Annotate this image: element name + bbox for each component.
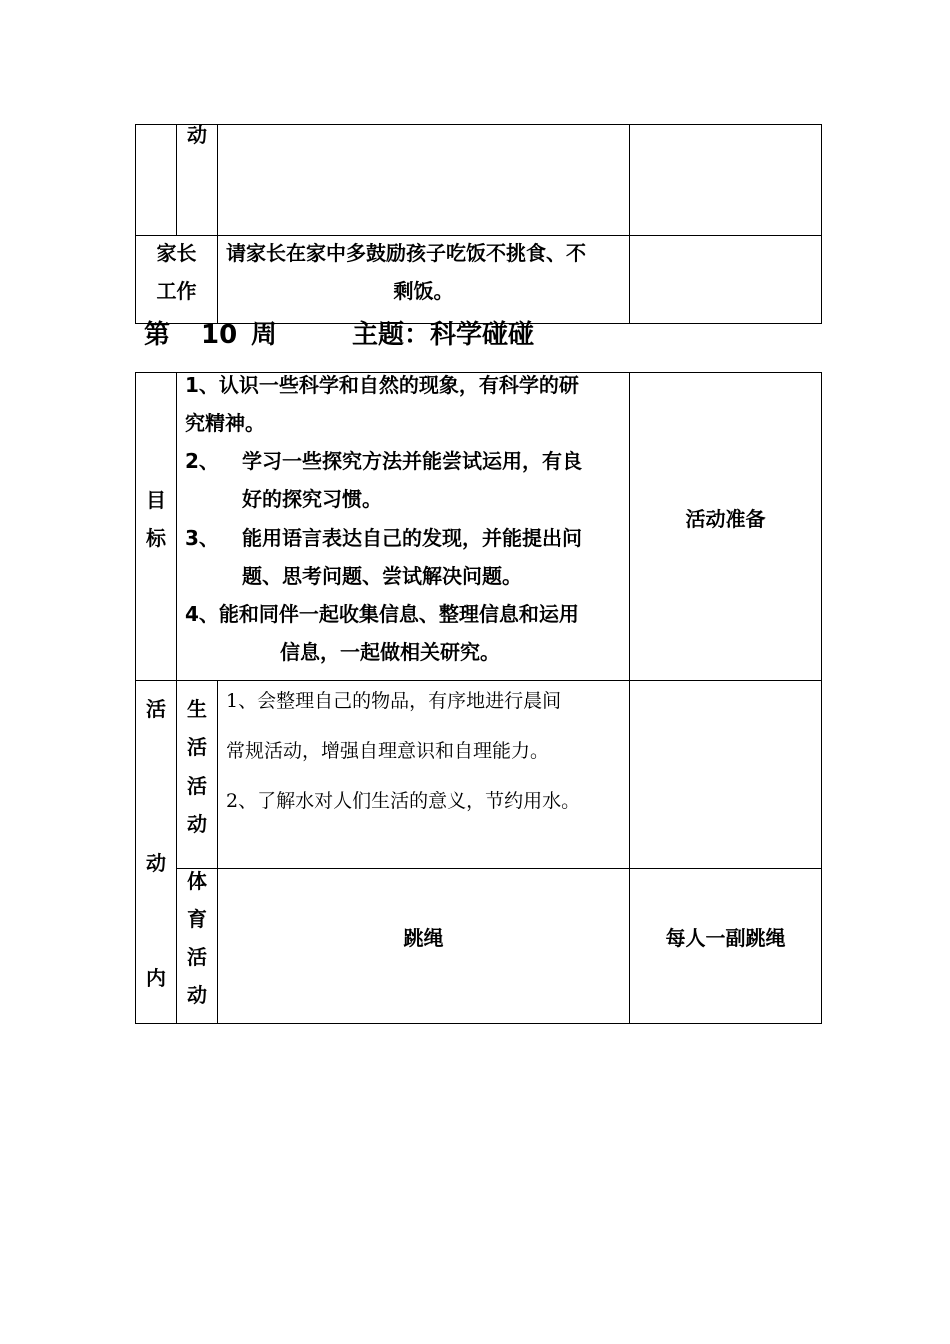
goal-2-number: 2、 xyxy=(185,449,219,473)
plan-table-divider xyxy=(176,868,822,869)
life-activity-text: 常规活动，增强自理意识和自理能力。 xyxy=(226,740,550,762)
life-activity-label: 活 xyxy=(187,735,207,759)
activity-content-label: 活 xyxy=(146,697,166,721)
parents-work-text: 请家长在家中多鼓励孩子吃饭不挑食、不 xyxy=(226,241,586,265)
goals-label: 目 xyxy=(146,488,166,512)
activity-content-label: 内 xyxy=(146,966,166,990)
goal-4: 4、能和同伴一起收集信息、整理信息和运用 xyxy=(185,602,579,626)
pe-activity-prep: 每人一副跳绳 xyxy=(665,926,786,950)
week-number: 10 xyxy=(201,320,238,350)
goal-2: 学习一些探究方法并能尝试运用，有良 xyxy=(242,449,582,473)
goal-3: 能用语言表达自己的发现，并能提出问 xyxy=(242,526,582,550)
activity-content-label: 动 xyxy=(146,851,166,875)
goal-1: 1、认识一些科学和自然的现象，有科学的研 xyxy=(185,373,579,397)
goal-3: 题、思考问题、尝试解决问题。 xyxy=(242,564,522,588)
life-activity-text: 2、了解水对人们生活的意义，节约用水。 xyxy=(226,790,581,812)
goal-4: 信息，一起做相关研究。 xyxy=(280,640,500,664)
goal-3-number: 3、 xyxy=(185,526,219,550)
pe-activity-label: 动 xyxy=(187,983,207,1007)
life-activity-text: 1、会整理自己的物品，有序地进行晨间 xyxy=(226,690,562,712)
activity-column-label: 动 xyxy=(187,123,207,147)
top-table-divider xyxy=(629,124,630,324)
parents-work-text: 剩饭。 xyxy=(393,279,454,303)
activity-prep-header: 活动准备 xyxy=(685,507,766,531)
goals-label: 标 xyxy=(146,526,166,550)
life-activity-label: 活 xyxy=(187,774,207,798)
week-heading-prefix: 第 xyxy=(144,320,171,350)
goal-1: 究精神。 xyxy=(185,411,265,435)
week-heading-suffix: 周 xyxy=(251,320,278,350)
parents-work-label: 工作 xyxy=(156,279,197,303)
parents-work-label: 家长 xyxy=(156,241,197,265)
pe-activity-label: 育 xyxy=(187,907,207,931)
goal-2: 好的探究习惯。 xyxy=(242,487,382,511)
pe-activity-content: 跳绳 xyxy=(403,926,444,950)
life-activity-label: 生 xyxy=(187,697,207,721)
pe-activity-label: 体 xyxy=(187,869,207,893)
theme-title: 主题：科学碰碰 xyxy=(352,320,535,350)
plan-table-divider xyxy=(217,681,218,1024)
pe-activity-label: 活 xyxy=(187,945,207,969)
life-activity-label: 动 xyxy=(187,812,207,836)
